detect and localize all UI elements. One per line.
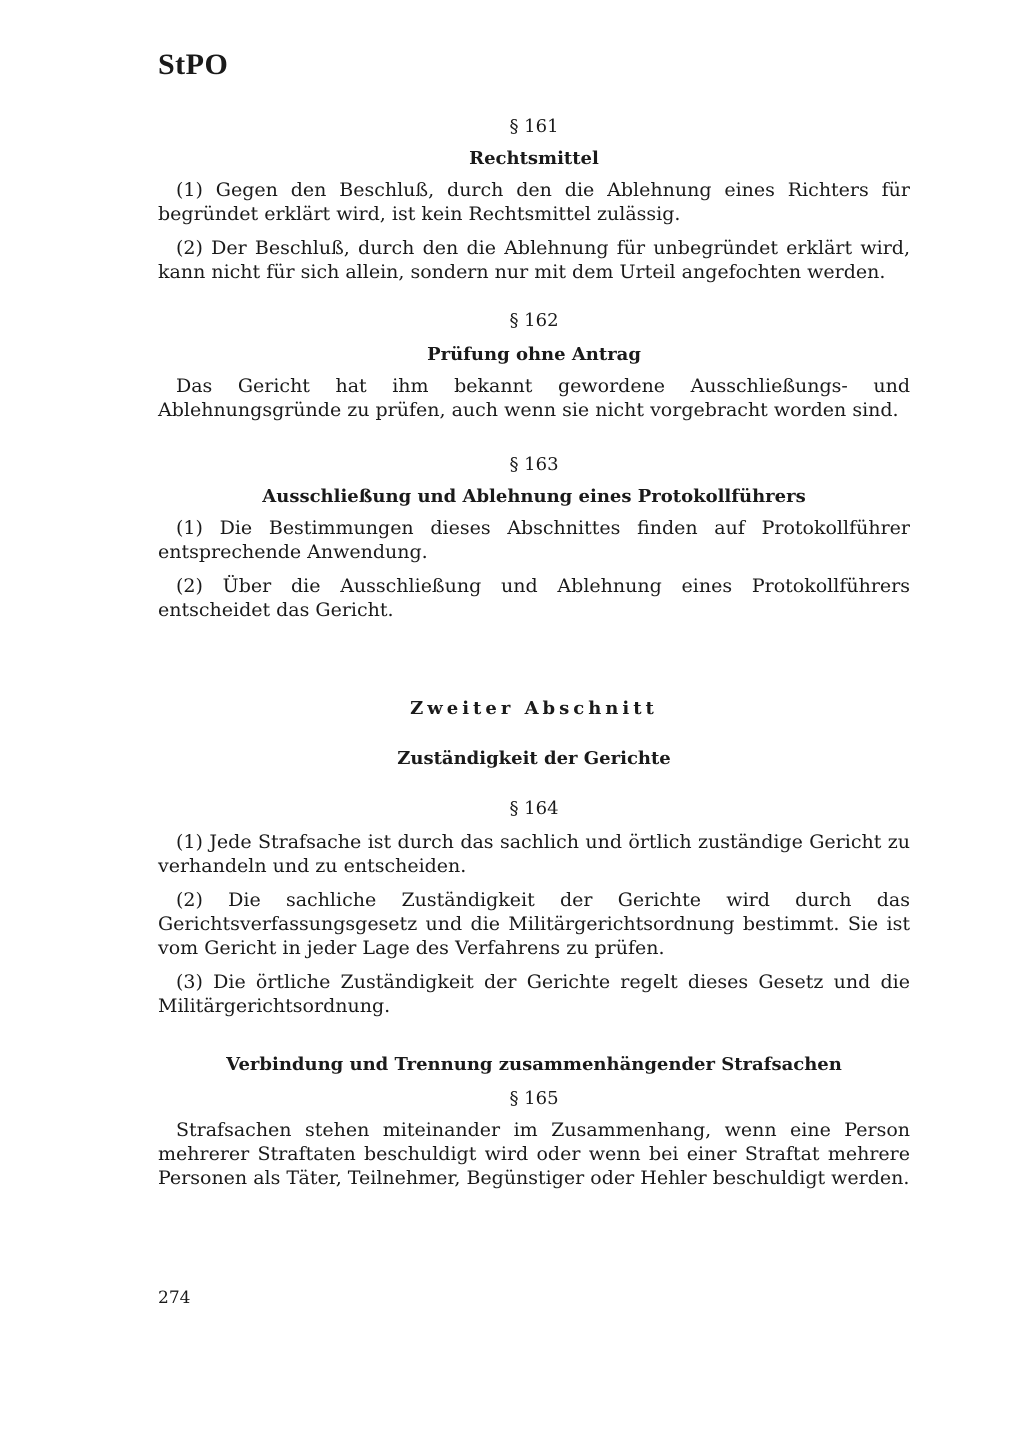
subchapter-title: Verbindung und Trennung zusammenhängender Strafsachen — [226, 1054, 842, 1075]
paragraph: (1) Die Bestimmungen dieses Abschnittes finden auf Protokollführer entsprechende Anwendung. — [158, 517, 910, 563]
paragraph: (2) Über die Ausschließung und Ablehnung eines Protokollführers entscheidet das Gericht. — [158, 575, 910, 621]
chapter-title: Zuständigkeit der Gerichte — [397, 748, 671, 769]
section-number: § 165 — [509, 1088, 559, 1109]
paragraph: (2) Die sachliche Zuständigkeit der Gerichte wird durch das Gerichtsverfassungsgesetz und die Militärgerichtsordnung bestimmt. Sie ist vom Gericht in jeder Lage des Verfahrens zu prüfen. — [158, 889, 910, 959]
section-title: Prüfung ohne Antrag — [427, 344, 641, 365]
section-161 — [158, 114, 910, 284]
paragraph: (1) Jede Strafsache ist durch das sachlich und örtlich zuständige Gericht zu verhandeln und zu entscheiden. — [158, 831, 910, 877]
chapter-two — [158, 696, 910, 772]
section-number: § 164 — [509, 798, 559, 819]
section-title: Rechtsmittel — [469, 148, 599, 169]
section-number: § 163 — [509, 454, 559, 475]
section-163 — [158, 452, 910, 622]
page-number: 274 — [158, 1288, 191, 1308]
section-title: Ausschließung und Ablehnung eines Protokollführers — [262, 486, 806, 507]
paragraph: Strafsachen stehen miteinander im Zusammenhang, wenn eine Person mehrerer Straftaten beschuldigt wird oder wenn bei einer Straftat mehrere Personen als Täter, Teilnehmer, Begünstiger oder Hehler beschuldigt werden. — [158, 1119, 910, 1189]
running-head: StPO — [158, 48, 229, 81]
chapter-label: Zweiter Abschnitt — [410, 698, 658, 719]
section-162 — [158, 308, 910, 422]
section-164 — [158, 796, 910, 1018]
section-165 — [158, 1086, 910, 1190]
section-number: § 161 — [509, 116, 559, 137]
paragraph: (2) Der Beschluß, durch den die Ablehnung für unbegründet erklärt wird, kann nicht für sich allein, sondern nur mit dem Urteil angefochten werden. — [158, 237, 910, 283]
paragraph: (3) Die örtliche Zuständigkeit der Gerichte regelt dieses Gesetz und die Militärgerichtsordnung. — [158, 971, 910, 1017]
paragraph: (1) Gegen den Beschluß, durch den die Ablehnung eines Richters für begründet erklärt wird, ist kein Rechtsmittel zulässig. — [158, 179, 910, 225]
section-number: § 162 — [509, 310, 559, 331]
page-content — [158, 114, 910, 1190]
subchapter — [158, 1052, 910, 1078]
paragraph: Das Gericht hat ihm bekannt gewordene Ausschließungs- und Ablehnungsgründe zu prüfen, auch wenn sie nicht vorgebracht worden sind. — [158, 375, 910, 421]
